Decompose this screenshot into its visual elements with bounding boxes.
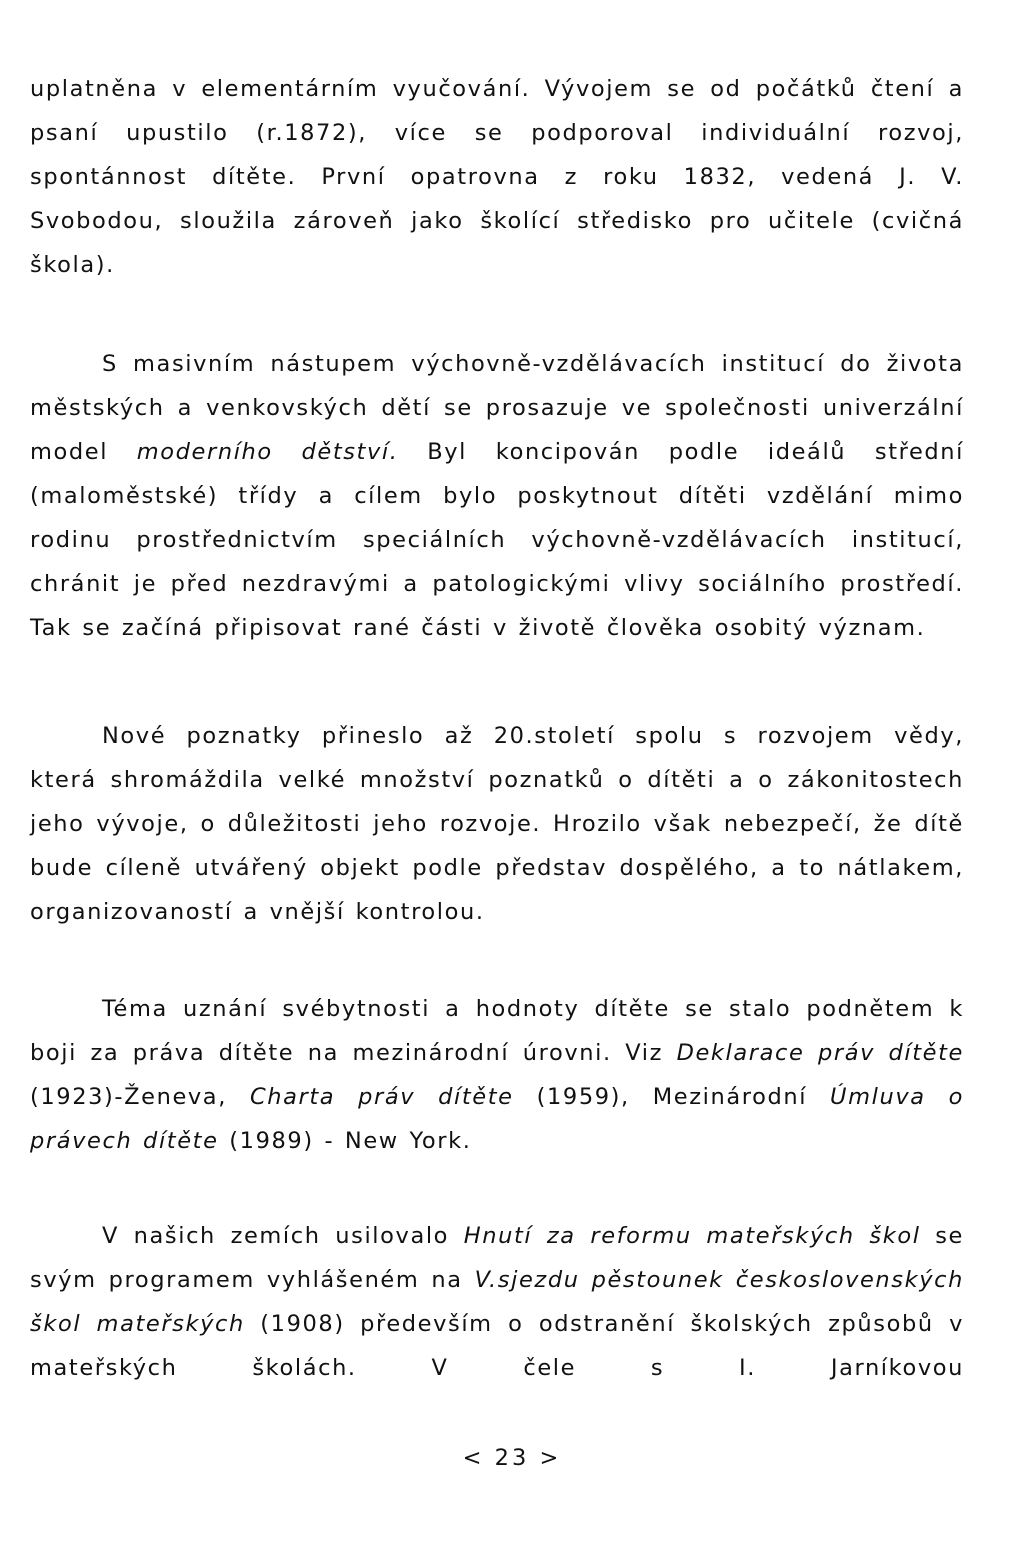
paragraph-1-text: uplatněna v elementárním vyučování. Vývojem se od počátků čtení a psaní upustilo (r.1872), více se podporoval individuální rozvoj, spontánnost dítěte. První opatrovna z roku 1832, vedená J. V. Svobodou, sloužila zároveň jako školící středisko pro učitele (cvičná škola).	[30, 76, 964, 278]
paragraph-1	[30, 67, 964, 287]
paragraph-5-text-1: V našich zemích usilovalo	[102, 1223, 464, 1249]
paragraph-4-text-2: (1923)-Ženeva,	[30, 1084, 250, 1110]
paragraph-5-text-2: se svým programem vyhlášeném na	[30, 1223, 965, 1293]
paragraph-2-text-a: S masivním nástupem výchovně-vzdělávacích institucí do života městských a venkovských dětí se prosazuje ve společnosti univerzální model	[30, 351, 964, 465]
paragraph-2-text-b: Byl koncipován podle ideálů střední (maloměstské) třídy a cílem bylo poskytnout dítěti vzdělání mimo rodinu prostřednictvím speciálních výchovně-vzdělávacích institucí, chránit je před nezdravými a patologickými vlivy sociálního prostředí. Tak se začíná připisovat rané části v životě člověka osobitý význam.	[30, 439, 965, 641]
paragraph-5	[30, 1214, 964, 1390]
paragraph-4-text-3: (1959), Mezinárodní	[513, 1084, 831, 1110]
paragraph-4-text-1: Téma uznání svébytnosti a hodnoty dítěte se stalo podnětem k boji za práva dítěte na mezinárodní úrovni. Viz	[30, 996, 964, 1066]
paragraph-2-italic: moderního dětství.	[136, 439, 399, 465]
paragraph-5-italic-2: V.sjezdu pěstounek československých škol mateřských	[30, 1267, 964, 1337]
paragraph-4	[30, 987, 964, 1163]
paragraph-4-text-4: (1989) - New York.	[218, 1128, 472, 1154]
paragraph-4-italic-2: Charta práv dítěte	[249, 1084, 514, 1110]
paragraph-4-italic-3: Úmluva o právech dítěte	[30, 1084, 964, 1154]
paragraph-3	[30, 714, 964, 934]
page-number: < 23 >	[462, 1445, 562, 1471]
paragraph-5-text-3: (1908) především o odstranění školských způsobů v mateřských školách. V čele s I. Jarníkovou	[30, 1311, 965, 1381]
paragraph-2	[30, 342, 964, 650]
paragraph-5-italic-1: Hnutí za reformu mateřských škol	[463, 1223, 921, 1249]
paragraph-4-italic-1: Deklarace práv dítěte	[676, 1040, 964, 1066]
paragraph-3-text: Nové poznatky přineslo až 20.století spolu s rozvojem vědy, která shromáždila velké množství poznatků o dítěti a o zákonitostech jeho vývoje, o důležitosti jeho rozvoje. Hrozilo však nebezpečí, že dítě bude cíleně utvářený objekt podle představ dospělého, a to nátlakem, organizovaností a vnější kontrolou.	[30, 723, 964, 925]
